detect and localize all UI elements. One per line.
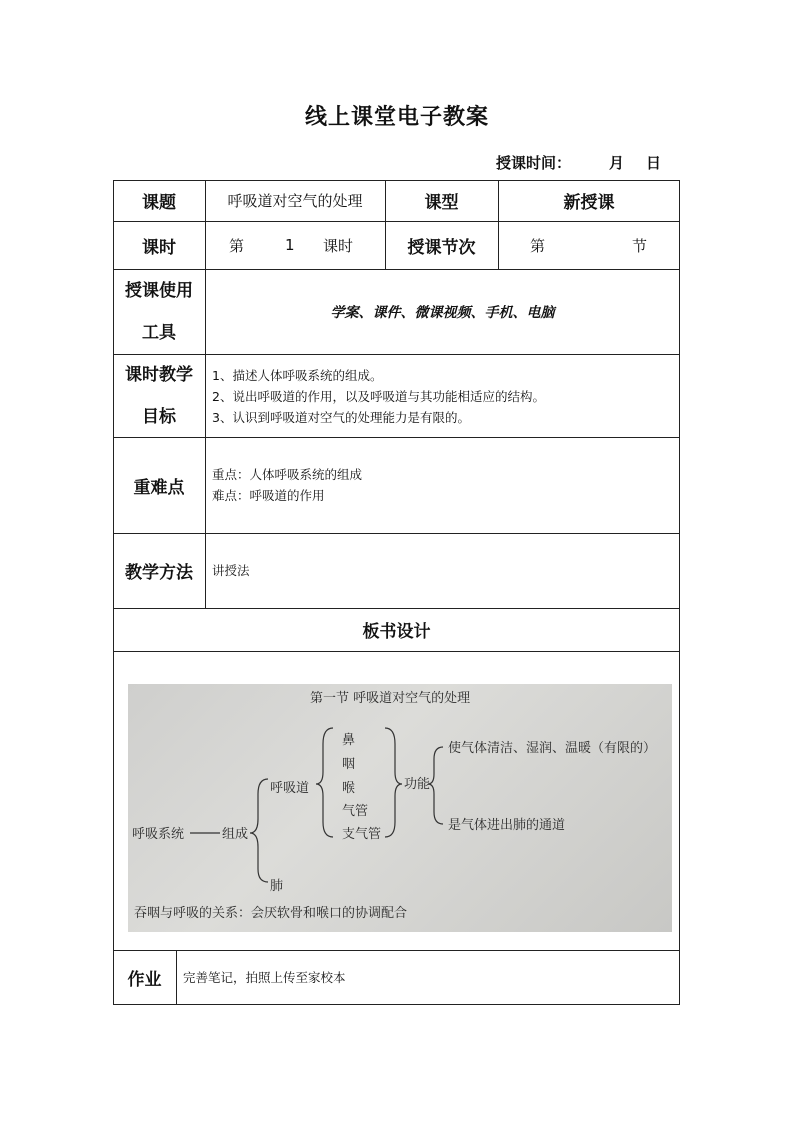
date-month: 月 bbox=[609, 154, 625, 172]
board-function: 使气体清洁、湿润、温暖（有限的） bbox=[448, 741, 657, 756]
period-value bbox=[205, 221, 385, 269]
goals-label-line1: 课时教学 bbox=[125, 364, 193, 385]
board-heading: 第一节 呼吸道对空气的处理 bbox=[310, 691, 471, 706]
type-label: 课型 bbox=[424, 193, 459, 213]
board-composition: 组成 bbox=[222, 827, 249, 842]
key-points bbox=[205, 437, 680, 533]
section-prefix: 第 bbox=[530, 236, 546, 255]
period-prefix: 第 bbox=[229, 236, 245, 255]
board-function: 是气体进出肺的通道 bbox=[448, 818, 566, 833]
board-label: 板书设计 bbox=[362, 622, 431, 642]
section-label: 授课节次 bbox=[407, 237, 476, 258]
board-footer: 吞咽与呼吸的关系：会厌软骨和喉口的协调配合 bbox=[134, 906, 408, 921]
topic-value: 呼吸道对空气的处理 bbox=[227, 192, 363, 210]
board-root: 呼吸系统 bbox=[132, 827, 185, 842]
method-value: 讲授法 bbox=[212, 563, 250, 578]
section-suffix: 节 bbox=[632, 236, 648, 255]
type-value: 新授课 bbox=[563, 193, 615, 213]
period-suffix: 课时 bbox=[323, 236, 354, 255]
board-airway: 呼吸道 bbox=[270, 781, 310, 796]
tools-label bbox=[113, 269, 205, 354]
board-part: 咽 bbox=[342, 757, 356, 772]
board-part: 支气管 bbox=[342, 827, 382, 842]
method-label: 教学方法 bbox=[125, 563, 193, 583]
goal-item: 2、说出呼吸道的作用，以及呼吸道与其功能相适应的结构。 bbox=[212, 389, 545, 404]
key-point-item: 难点：呼吸道的作用 bbox=[212, 488, 325, 503]
date-label: 授课时间： bbox=[496, 154, 572, 172]
goals-label bbox=[113, 354, 205, 437]
tools-value: 学案、课件、微课视频、手机、电脑 bbox=[330, 304, 555, 321]
board-part: 喉 bbox=[342, 781, 356, 796]
homework-label: 作业 bbox=[127, 970, 162, 990]
goal-item: 1、描述人体呼吸系统的组成。 bbox=[212, 368, 383, 383]
tools-label-line1: 授课使用 bbox=[125, 280, 193, 301]
key-point-item: 重点：人体呼吸系统的组成 bbox=[212, 467, 363, 482]
period-number: 1 bbox=[285, 236, 295, 254]
period-label: 课时 bbox=[142, 237, 176, 258]
board-lung: 肺 bbox=[270, 879, 284, 894]
goals-list bbox=[205, 354, 680, 437]
board-part: 气管 bbox=[342, 804, 369, 819]
goals-label-line2: 目标 bbox=[142, 406, 176, 427]
section-value bbox=[498, 221, 680, 269]
page-title: 线上课堂电子教案 bbox=[304, 105, 489, 130]
date-day: 日 bbox=[646, 154, 662, 172]
board-part: 鼻 bbox=[342, 733, 356, 748]
tools-label-line2: 工具 bbox=[142, 322, 176, 343]
board-function-label: 功能 bbox=[404, 777, 431, 792]
board-design-photo bbox=[128, 684, 672, 932]
homework-value: 完善笔记，拍照上传至家校本 bbox=[183, 970, 346, 985]
topic-label: 课题 bbox=[142, 193, 176, 213]
class-date bbox=[496, 152, 661, 173]
key-label: 重难点 bbox=[133, 477, 185, 498]
goal-item: 3、认识到呼吸道对空气的处理能力是有限的。 bbox=[212, 410, 470, 425]
